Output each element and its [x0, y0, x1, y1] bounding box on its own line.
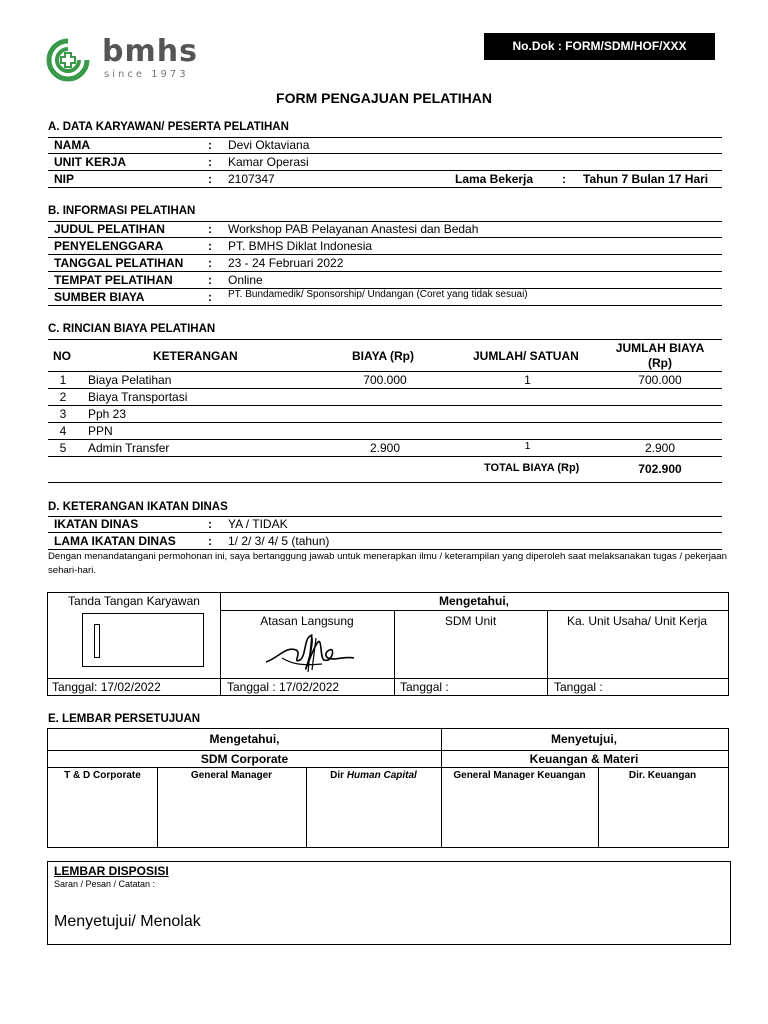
penyelenggara-label: PENYELENGGARA [54, 239, 164, 253]
row-line [48, 439, 722, 440]
keuangan-materi-label: Keuangan & Materi [529, 752, 639, 766]
col-header-no: NO [53, 349, 71, 363]
nip-label: NIP [54, 172, 75, 186]
approval-table [47, 728, 729, 848]
row-unit-kerja [48, 154, 722, 171]
e-menyetujui-label: Menyetujui, [550, 732, 617, 746]
nama-value: Devi Oktaviana [228, 138, 310, 152]
colon: : [208, 222, 212, 236]
row-line [48, 456, 722, 457]
row5-total: 2.900 [644, 441, 676, 455]
colon: : [208, 155, 212, 169]
total-biaya-value: 702.900 [638, 462, 682, 476]
col-header-keterangan: KETERANGAN [153, 349, 238, 363]
cost-table-header-line [48, 371, 722, 372]
nip-value: 2107347 [228, 172, 275, 186]
section-b-heading: B. INFORMASI PELATIHAN [48, 205, 196, 217]
mengetahui-label: Mengetahui, [438, 594, 509, 608]
tempat-value: Online [228, 273, 263, 287]
dir-keuangan-label: Dir. Keuangan [628, 770, 697, 781]
bmhs-logo-icon [44, 38, 92, 82]
disposisi-heading: LEMBAR DISPOSISI [54, 864, 169, 878]
dir-prefix: Dir [330, 770, 347, 781]
section-d-heading: D. KETERANGAN IKATAN DINAS [48, 501, 228, 513]
sdm-unit-label: SDM Unit [444, 614, 497, 628]
human-capital-text: Human Capital [346, 770, 417, 781]
sumber-value: PT. Bundamedik/ Sponsorship/ Undangan (Coret yang tidak sesuai) [228, 289, 528, 300]
unit-label: UNIT KERJA [54, 155, 127, 169]
brand-since: since 1973 [104, 69, 189, 80]
divider [220, 610, 728, 611]
row-sumber-biaya [48, 289, 722, 306]
row1-total: 700.000 [638, 373, 682, 387]
signature-box[interactable] [82, 613, 204, 667]
row-line [48, 422, 722, 423]
general-manager-label: General Manager [190, 770, 273, 781]
row3-keterangan: Pph 23 [88, 407, 127, 421]
total-biaya-label: TOTAL BIAYA (Rp) [484, 462, 580, 474]
colon: : [208, 517, 212, 531]
row-nip [48, 171, 722, 188]
col-header-biaya: BIAYA (Rp) [352, 349, 415, 363]
row5-jumlah: 1 [524, 440, 531, 452]
saran-label: Saran / Pesan / Catatan : [54, 879, 156, 889]
col-header-total-line2: (Rp) [648, 356, 672, 370]
ttd-karyawan-label: Tanda Tangan Karyawan [68, 594, 200, 608]
row-judul [48, 221, 722, 238]
tempat-label: TEMPAT PELATIHAN [54, 273, 173, 287]
row5-keterangan: Admin Transfer [88, 441, 170, 455]
row3-no: 3 [59, 407, 67, 421]
lama-ikatan-label: LAMA IKATAN DINAS [54, 534, 176, 548]
colon: : [208, 273, 212, 287]
row1-biaya: 700.000 [363, 373, 407, 387]
row-tanggal [48, 255, 722, 272]
row-tempat [48, 272, 722, 289]
divider [47, 767, 728, 768]
colon: : [208, 138, 212, 152]
sdm-corporate-label: SDM Corporate [200, 752, 289, 766]
atasan-langsung-label: Atasan Langsung [260, 614, 354, 628]
ikatan-value: YA / TIDAK [228, 517, 288, 531]
signature-placeholder-mark [94, 624, 100, 658]
tanggal-atasan: Tanggal : 17/02/2022 [227, 680, 340, 694]
row1-keterangan: Biaya Pelatihan [88, 373, 172, 387]
row-ikatan-dinas [48, 516, 722, 533]
tanggal-label: TANGGAL PELATIHAN [54, 256, 184, 270]
nama-label: NAMA [54, 138, 90, 152]
tanggal-value: 23 - 24 Februari 2022 [228, 256, 344, 270]
divider [47, 750, 728, 751]
colon: : [208, 290, 212, 304]
atasan-signature-image [262, 628, 358, 676]
row5-biaya: 2.900 [369, 441, 401, 455]
lama-bekerja-value: Tahun 7 Bulan 17 Hari [583, 172, 709, 186]
unit-value: Kamar Operasi [228, 155, 309, 169]
ka-unit-label: Ka. Unit Usaha/ Unit Kerja [566, 614, 708, 628]
dir-human-capital-label [306, 770, 441, 781]
col-header-total-line1: JUMLAH BIAYA [615, 341, 705, 355]
colon: : [562, 172, 566, 186]
lama-bekerja-label: Lama Bekerja [455, 172, 534, 186]
decision-text[interactable]: Menyetujui/ Menolak [54, 913, 201, 930]
colon: : [208, 239, 212, 253]
form-title: FORM PENGAJUAN PELATIHAN [276, 90, 492, 106]
row-penyelenggara [48, 238, 722, 255]
commitment-note: Dengan menandatangani permohonan ini, saya bertanggung jawab untuk menerapkan ilmu / keterampilan yang diperoleh saat melaksanakan tugas / pekerjaan sehari-hari. [48, 551, 727, 576]
section-e-heading: E. LEMBAR PERSETUJUAN [48, 713, 201, 725]
row1-no: 1 [59, 373, 67, 387]
row2-keterangan: Biaya Transportasi [88, 390, 188, 404]
brand-name: bmhs [102, 34, 198, 69]
document-number: No.Dok : FORM/SDM/HOF/XXX [484, 33, 715, 60]
section-c-heading: C. RINCIAN BIAYA PELATIHAN [48, 323, 216, 335]
company-logo [44, 34, 198, 87]
colon: : [208, 534, 212, 548]
row4-keterangan: PPN [88, 424, 113, 438]
tanggal-karyawan: Tanggal: 17/02/2022 [52, 680, 161, 694]
row2-no: 2 [59, 390, 67, 404]
tanggal-sdm: Tanggal : [400, 680, 449, 694]
row-line [48, 388, 722, 389]
colon: : [208, 172, 212, 186]
col-header-jumlah: JUMLAH/ SATUAN [473, 349, 579, 363]
sumber-label: SUMBER BIAYA [54, 290, 145, 304]
lama-ikatan-value: 1/ 2/ 3/ 4/ 5 (tahun) [228, 534, 330, 548]
td-corporate-label: T & D Corporate [64, 770, 141, 781]
section-a-heading: A. DATA KARYAWAN/ PESERTA PELATIHAN [48, 121, 289, 133]
row1-jumlah: 1 [524, 373, 531, 387]
tanggal-ka-unit: Tanggal : [554, 680, 603, 694]
judul-label: JUDUL PELATIHAN [54, 222, 165, 236]
divider [47, 678, 728, 679]
judul-value: Workshop PAB Pelayanan Anastesi dan Bedah [228, 222, 479, 236]
row-line [48, 405, 722, 406]
cost-table-top-line [48, 339, 722, 340]
penyelenggara-value: PT. BMHS Diklat Indonesia [228, 239, 373, 253]
row-lama-ikatan [48, 533, 722, 550]
col-header-jumlah-biaya [600, 341, 720, 371]
colon: : [208, 256, 212, 270]
row-nama [48, 137, 722, 154]
row4-no: 4 [59, 424, 67, 438]
row5-no: 5 [59, 441, 67, 455]
gm-keuangan-label: General Manager Keuangan [453, 770, 586, 781]
ikatan-label: IKATAN DINAS [54, 517, 139, 531]
cost-table-bottom-line [48, 482, 722, 483]
e-mengetahui-label: Mengetahui, [209, 732, 280, 746]
